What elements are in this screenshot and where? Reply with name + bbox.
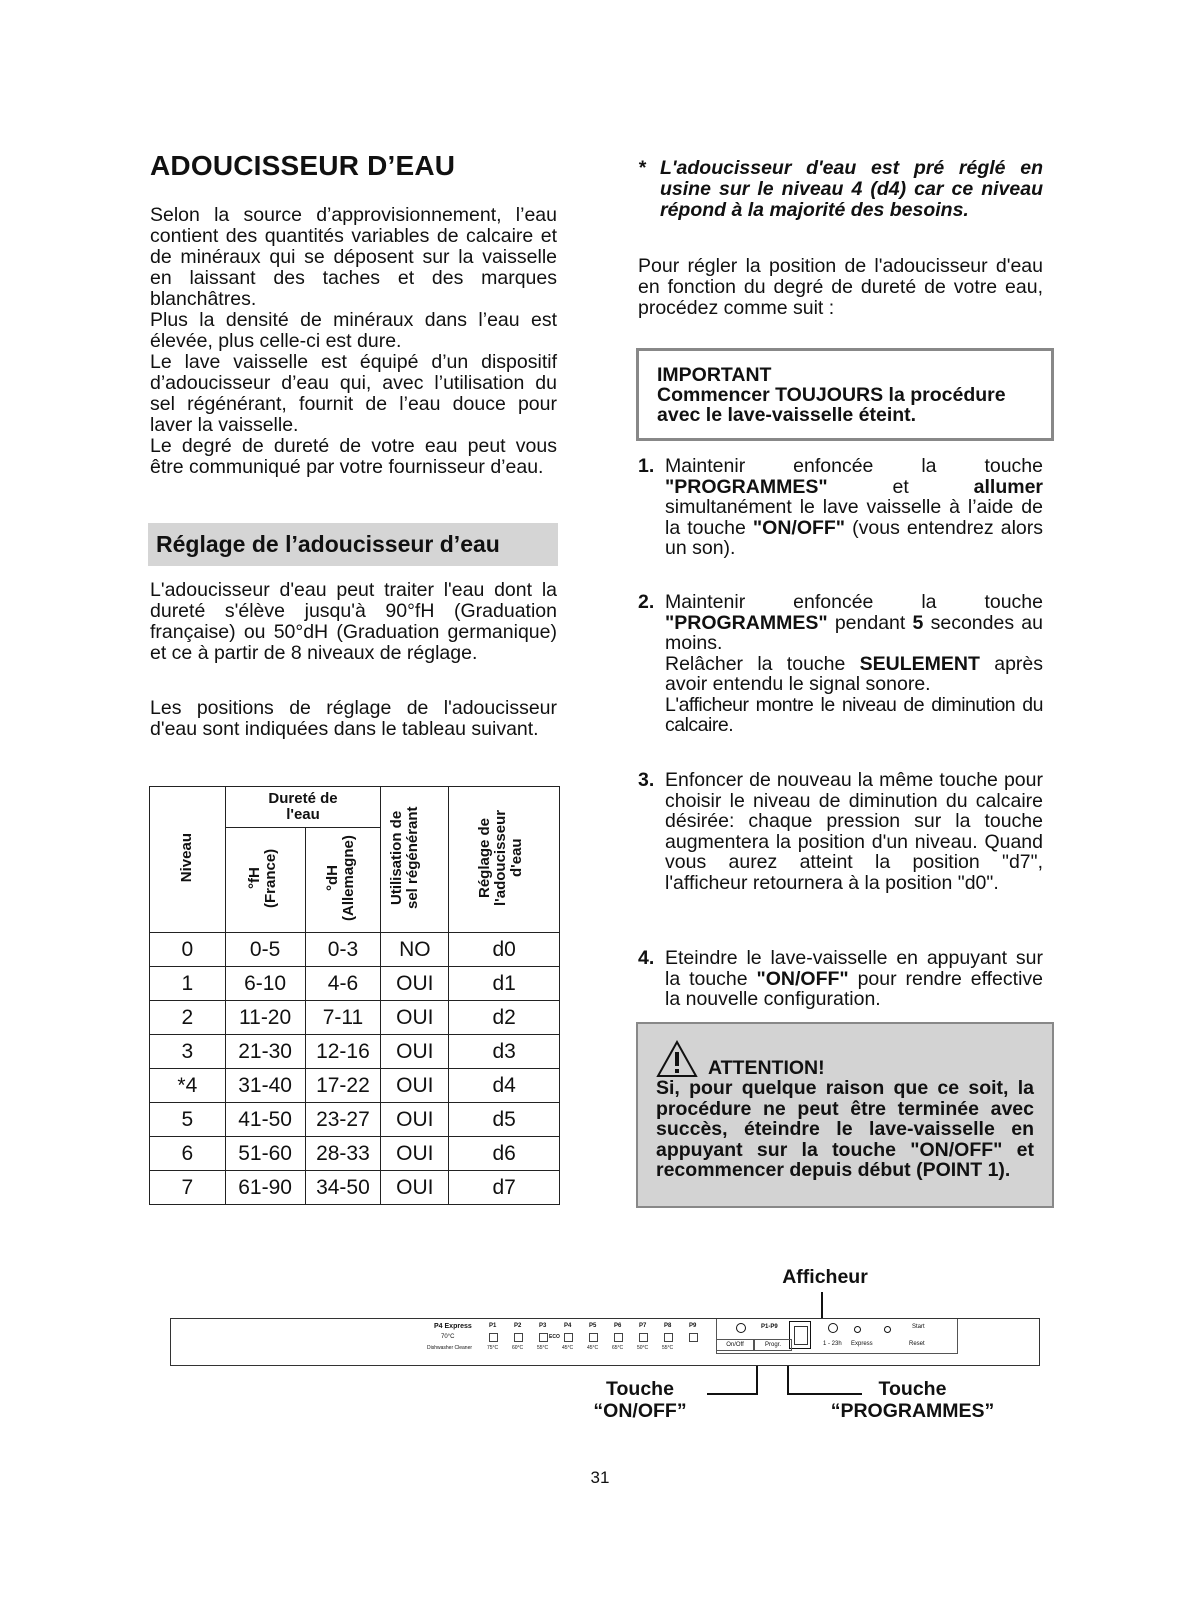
cell-reglage: d5	[449, 1103, 560, 1137]
delay-label: 1 - 23h	[823, 1341, 842, 1347]
col-header-fh: °fH (France)	[225, 828, 305, 933]
cell-niveau: 1	[150, 967, 226, 1001]
program-label: P6	[614, 1323, 622, 1329]
cell-dh: 0-3	[305, 933, 381, 967]
cell-fh: 61-90	[225, 1171, 305, 1205]
program-icon	[589, 1333, 598, 1342]
cell-niveau: 7	[150, 1171, 226, 1205]
afficheur-label: Afficheur	[782, 1266, 868, 1288]
step-2: 2. Maintenir enfoncée la touche "PROGRAMMES" pendant 5 secondes au moins. Relâcher la touche SEULEMENT après avoir entendu le signal sonore. L'afficheur montre le niveau de diminution du calcaire.	[638, 591, 1043, 736]
page-title: ADOUCISSEUR D’EAU	[150, 150, 456, 181]
step-number: 3.	[638, 769, 655, 791]
cell-fh: 0-5	[225, 933, 305, 967]
step-4: 4. Eteindre le lave-vaisselle en appuyant sur la touche "ON/OFF" pour rendre effective la nouvelle configuration.	[638, 947, 1043, 1010]
col-header-dh: °dH (Allemagne)	[305, 828, 381, 933]
cell-sel: OUI	[381, 967, 449, 1001]
procedure-intro: Pour régler la position de l'adoucisseur d'eau en fonction du degré de dureté de votre eau, procédez comme suit :	[638, 255, 1043, 319]
program-label: P1	[489, 1323, 497, 1329]
indicator-light	[884, 1326, 891, 1333]
cell-niveau: *4	[150, 1069, 226, 1103]
program-label: P4	[564, 1323, 572, 1329]
important-text: Commencer TOUJOURS la procédure avec le lave-vaisselle éteint.	[657, 384, 1006, 426]
program-temp: 45°C	[587, 1345, 599, 1351]
cell-reglage: d0	[449, 933, 560, 967]
cleaner-temp: 70°C	[441, 1334, 455, 1340]
cell-niveau: 0	[150, 933, 226, 967]
control-panel	[170, 1318, 1040, 1366]
cell-fh: 31-40	[225, 1069, 305, 1103]
cell-niveau: 3	[150, 1035, 226, 1069]
cell-dh: 17-22	[305, 1069, 381, 1103]
program-label: P8	[664, 1323, 672, 1329]
cell-dh: 4-6	[305, 967, 381, 1001]
cell-sel: OUI	[381, 1103, 449, 1137]
cell-niveau: 2	[150, 1001, 226, 1035]
attention-text: Si, pour quelque raison que ce soit, la procédure ne peut être terminée avec succès, éteindre le lave-vaisselle en appuyant sur la touche "ON/OFF" et recommencer depuis début (POINT 1).	[656, 1077, 1034, 1181]
cell-reglage: d2	[449, 1001, 560, 1035]
important-title: IMPORTANT	[657, 364, 772, 386]
program-temp: 55°C	[662, 1345, 674, 1351]
program-temp: 60°C	[512, 1345, 524, 1351]
cell-fh: 21-30	[225, 1035, 305, 1069]
cell-dh: 12-16	[305, 1035, 381, 1069]
program-temp: 65°C	[612, 1345, 624, 1351]
program-icon	[664, 1333, 673, 1342]
delay-icon[interactable]	[828, 1323, 838, 1333]
cell-reglage: d3	[449, 1035, 560, 1069]
cell-fh: 11-20	[225, 1001, 305, 1035]
col-header-niveau: Niveau	[150, 787, 226, 933]
cell-fh: 41-50	[225, 1103, 305, 1137]
cell-sel: OUI	[381, 1171, 449, 1205]
softener-capacity-text: L'adoucisseur d'eau peut traiter l'eau dont la dureté s'élève jusqu'à 90°fH (Graduation française) ou 50°dH (Graduation germanique) et ce à partir de 8 niveaux de réglage.	[150, 579, 557, 664]
cell-fh: 6-10	[225, 967, 305, 1001]
touche-programmes-label: Touche “PROGRAMMES”	[830, 1378, 995, 1422]
program-icon	[564, 1333, 573, 1342]
program-icon	[539, 1333, 548, 1342]
cleaner-label: Dishwasher Cleaner	[427, 1345, 473, 1351]
touche-onoff-label: Touche “ON/OFF”	[593, 1378, 687, 1422]
col-header-reglage: Réglage de l'adoucisseur d'eau	[449, 787, 560, 933]
cell-fh: 51-60	[225, 1137, 305, 1171]
cell-sel: OUI	[381, 1001, 449, 1035]
intro-paragraph: Selon la source d’approvisionnement, l’eau contient des quantités variables de calcaire et de minéraux qui se déposent sur la vaisselle en laissant des taches et des marques blanchâtres.	[150, 204, 557, 310]
p1p9-label: P1-P9	[761, 1324, 778, 1330]
program-temp: 45°C	[562, 1345, 574, 1351]
cell-dh: 7-11	[305, 1001, 381, 1035]
step-number: 4.	[638, 947, 655, 969]
attention-title: ATTENTION!	[708, 1056, 825, 1079]
start-label: Start	[912, 1324, 925, 1330]
table-intro-text: Les positions de réglage de l'adoucisseur d'eau sont indiquées dans le tableau suivant.	[150, 697, 557, 740]
cell-reglage: d6	[449, 1137, 560, 1171]
program-icon	[639, 1333, 648, 1342]
program-icon	[614, 1333, 623, 1342]
program-label: P9	[689, 1323, 697, 1329]
p4-express-label: P4 Express	[434, 1323, 472, 1330]
program-icon	[489, 1333, 498, 1342]
program-label: P2	[514, 1323, 522, 1329]
program-temp: 55°C	[537, 1345, 549, 1351]
step-1: 1. Maintenir enfoncée la touche "PROGRAMMES" et allumer simultanément le lave vaisselle à l’aide de la touche "ON/OFF" (vous entendrez alors un son).	[638, 455, 1044, 559]
onoff-button[interactable]: On/Off	[716, 1339, 754, 1351]
power-icon[interactable]	[736, 1323, 746, 1333]
cell-sel: NO	[381, 933, 449, 967]
program-label: P3	[539, 1323, 547, 1329]
section-heading: Réglage de l’adoucisseur d’eau	[148, 523, 558, 566]
cell-reglage: d4	[449, 1069, 560, 1103]
col-header-sel: Utilisation de sel régénérant	[381, 787, 449, 933]
page-number: 31	[590, 1468, 610, 1487]
cell-niveau: 6	[150, 1137, 226, 1171]
program-label: P7	[639, 1323, 647, 1329]
reset-label: Reset	[909, 1341, 925, 1347]
col-header-durete: Dureté de l'eau	[225, 787, 381, 828]
progr-button[interactable]: Progr.	[754, 1339, 792, 1351]
cell-dh: 23-27	[305, 1103, 381, 1137]
cell-reglage: d1	[449, 967, 560, 1001]
program-temp: 75°C	[487, 1345, 499, 1351]
program-label: P5	[589, 1323, 597, 1329]
cell-dh: 28-33	[305, 1137, 381, 1171]
intro-paragraph: Le degré de dureté de votre eau peut vous être communiqué par votre fournisseur d’eau.	[150, 435, 557, 478]
cell-niveau: 5	[150, 1103, 226, 1137]
cell-sel: OUI	[381, 1069, 449, 1103]
step-3: 3. Enfoncer de nouveau la même touche pour choisir le niveau de diminution du calcaire désirée: chaque pression sur la touche augmentera la position d'un niveau. Quand vous aurez atteint la position "d7", l'afficheur retournera à la position "d0".	[638, 769, 1043, 894]
intro-paragraph: Plus la densité de minéraux dans l’eau est élevée, plus celle-ci est dure.	[150, 309, 557, 352]
indicator-light	[854, 1326, 861, 1333]
program-icon	[514, 1333, 523, 1342]
cell-reglage: d7	[449, 1171, 560, 1205]
display-screen	[789, 1321, 811, 1349]
note-text: L'adoucisseur d'eau est pré réglé en usine sur le niveau 4 (d4) car ce niveau répond à la majorité des besoins.	[660, 157, 1043, 221]
program-icon	[689, 1333, 698, 1342]
eco-label: ECO	[549, 1334, 560, 1340]
program-temp: 50°C	[637, 1345, 649, 1351]
intro-paragraph: Le lave vaisselle est équipé d’un dispositif d’adoucisseur d’eau qui, avec l’utilisation du sel régénérant, fournit de l’eau douce pour laver la vaisselle.	[150, 351, 557, 436]
express-label: Express	[851, 1341, 873, 1347]
cell-sel: OUI	[381, 1137, 449, 1171]
step-number: 1.	[638, 455, 655, 477]
cell-dh: 34-50	[305, 1171, 381, 1205]
note-asterisk: *	[638, 157, 646, 179]
step-number: 2.	[638, 591, 655, 613]
cell-sel: OUI	[381, 1035, 449, 1069]
